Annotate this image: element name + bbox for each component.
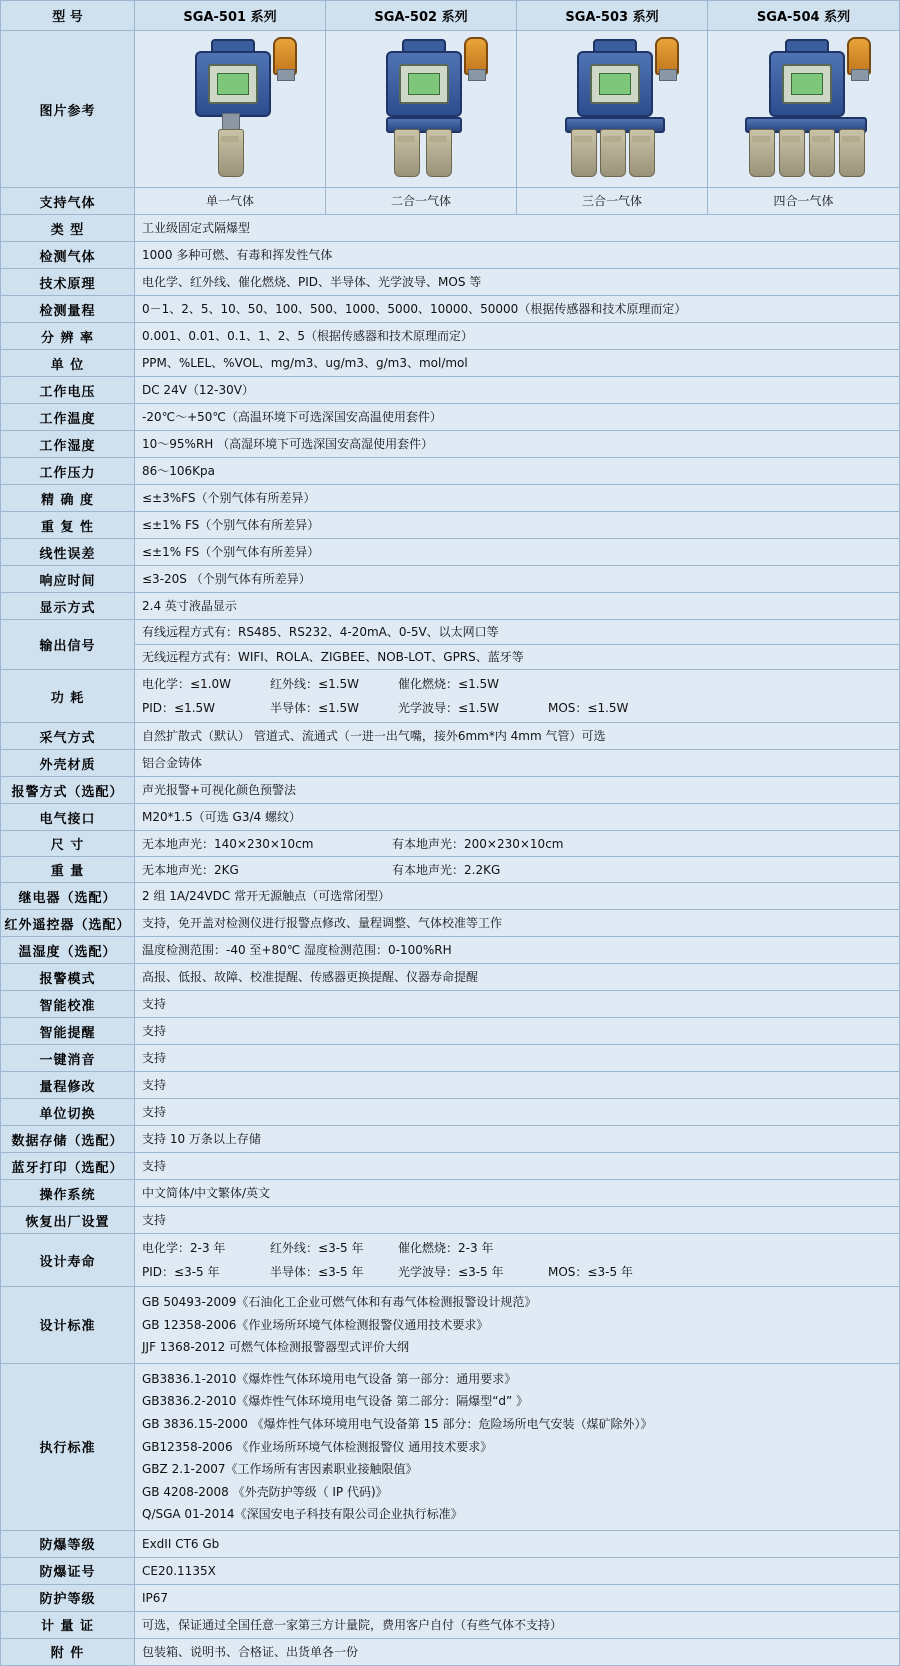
design-standard-item: GB 50493-2009《石油化工企业可燃气体和有毒气体检测报警设计规范》 (142, 1295, 537, 1309)
row-value-metrology-cert: 可选，保证通过全国任意一家第三方计量院，费用客户自付（有些气体不支持） (135, 1611, 900, 1638)
table-row (1, 1045, 900, 1072)
row-value-exec-standard (135, 1363, 900, 1530)
row-label-data-storage: 数据存储（选配） (1, 1126, 135, 1153)
gas-support-1: 单一气体 (135, 188, 326, 215)
device-graphic-4-sensor (729, 33, 879, 181)
row-label-weight: 重 量 (1, 857, 135, 883)
output-signal-row (1, 620, 900, 670)
row-value-temp-humidity: 温度检测范围：-40 至+80℃ 湿度检测范围：0-100%RH (135, 937, 900, 964)
product-image-3 (517, 31, 708, 188)
lifetime-val-pid: ≤3-5 年 (174, 1265, 220, 1279)
output-signal-wireless: 无线远程方式有：WIFI、ROLA、ZIGBEE、NOB-LOT、GPRS、蓝牙等 (135, 644, 899, 669)
table-row (1, 215, 900, 242)
lifetime-val-mos: ≤3-5 年 (587, 1265, 633, 1279)
lifetime-val-semiconductor: ≤3-5 年 (318, 1265, 364, 1279)
row-label-bluetooth-print: 蓝牙打印（选配） (1, 1153, 135, 1180)
row-value-electrical-interface: M20*1.5（可选 G3/4 螺纹） (135, 804, 900, 831)
row-value-response-time: ≤3-20S （个别气体有所差异） (135, 566, 900, 593)
table-row (1, 750, 900, 777)
table-row (1, 1153, 900, 1180)
row-value-sampling: 自然扩散式（默认） 管道式、流通式（一进一出气嘴，接外6mm*内 4mm 气管）可选 (135, 723, 900, 750)
exec-standard-item: GB3836.1-2010《爆炸性气体环境用电气设备 第一部分：通用要求》 (142, 1371, 517, 1386)
table-row (1, 1207, 900, 1234)
row-label-technology: 技术原理 (1, 269, 135, 296)
gas-support-4: 四合一气体 (708, 188, 900, 215)
row-value-one-key-mute: 支持 (135, 1045, 900, 1072)
device-graphic-2-sensor (346, 33, 496, 181)
power-val-mos: ≤1.5W (587, 701, 629, 715)
row-value-bluetooth-print: 支持 (135, 1153, 900, 1180)
row-label-range-modify: 量程修改 (1, 1072, 135, 1099)
row-label-exec-standard: 执行标准 (1, 1363, 135, 1530)
row-value-ex-certificate: CE20.1135X (135, 1557, 900, 1584)
power-val-semiconductor: ≤1.5W (318, 701, 360, 715)
lifetime-key-infrared: 红外线： (270, 1241, 319, 1255)
row-value-ir-remote: 支持，免开盖对检测仪进行报警点修改、量程调整、气体校准等工作 (135, 910, 900, 937)
row-value-repeatability: ≤±1% FS（个别气体有所差异） (135, 512, 900, 539)
power-val-electrochemical: ≤1.0W (190, 677, 232, 691)
row-value-range: 0－1、2、5、10、50、100、500、1000、5000、10000、50000（根据传感器和技术原理而定） (135, 296, 900, 323)
row-value-detect-gas: 1000 多种可燃、有毒和挥发性气体 (135, 242, 900, 269)
power-key-electrochemical: 电化学： (142, 677, 191, 691)
row-value-resolution: 0.001、0.01、0.1、1、2、5（根据传感器和技术原理而定） (135, 323, 900, 350)
table-row (1, 991, 900, 1018)
row-label-metrology-cert: 计 量 证 (1, 1611, 135, 1638)
table-row (1, 1557, 900, 1584)
row-label-unit: 单 位 (1, 350, 135, 377)
table-row (1, 937, 900, 964)
table-row (1, 1611, 900, 1638)
power-key-mos: MOS： (548, 701, 588, 715)
device-graphic-3-sensor (537, 33, 687, 181)
row-label-power: 功 耗 (1, 670, 135, 723)
row-label-range: 检测量程 (1, 296, 135, 323)
row-label-display: 显示方式 (1, 593, 135, 620)
row-value-unit-switch: 支持 (135, 1099, 900, 1126)
row-label-resolution: 分 辨 率 (1, 323, 135, 350)
row-label-operating-system: 操作系统 (1, 1180, 135, 1207)
exec-standard-item: Q/SGA 01-2014《深国安电子科技有限公司企业执行标准》 (142, 1507, 463, 1522)
row-label-ex-certificate: 防爆证号 (1, 1557, 135, 1584)
power-val-infrared: ≤1.5W (318, 677, 360, 691)
table-header-row (1, 1, 900, 31)
power-line-2 (135, 696, 899, 720)
lifetime-key-mos: MOS： (548, 1265, 588, 1279)
lifetime-key-semiconductor: 半导体： (270, 1265, 319, 1279)
power-key-infrared: 红外线： (270, 677, 319, 691)
exec-standard-item: GB 4208-2008 《外壳防护等级（ IP 代码)》 (142, 1484, 388, 1499)
exec-standard-row (1, 1363, 900, 1530)
weight-without-alarm: 无本地声光：2KG (142, 862, 239, 877)
row-value-display: 2.4 英寸液晶显示 (135, 593, 900, 620)
row-value-alarm-type: 声光报警+可视化颜色预警法 (135, 777, 900, 804)
design-standard-row (1, 1287, 900, 1364)
row-label-alarm-mode: 报警模式 (1, 964, 135, 991)
row-value-humidity: 10～95%RH （高湿环境下可选深国安高湿使用套件） (135, 431, 900, 458)
product-image-1 (135, 31, 326, 188)
table-row (1, 404, 900, 431)
row-label-gas-support: 支持气体 (1, 188, 135, 215)
row-value-alarm-mode: 高报、低报、故障、校准提醒、传感器更换提醒、仪器寿命提醒 (135, 964, 900, 991)
row-label-image-reference: 图片参考 (1, 31, 135, 188)
row-label-repeatability: 重 复 性 (1, 512, 135, 539)
exec-standard-item: GBZ 2.1-2007《工作场所有害因素职业接触限值》 (142, 1462, 418, 1477)
row-value-technology: 电化学、红外线、催化燃烧、PID、半导体、光学波导、MOS 等 (135, 269, 900, 296)
power-line-1 (135, 672, 899, 696)
table-row (1, 1099, 900, 1126)
table-row (1, 1530, 900, 1557)
row-value-linearity: ≤±1% FS（个别气体有所差异） (135, 539, 900, 566)
row-value-weight (135, 857, 900, 883)
row-label-unit-switch: 单位切换 (1, 1099, 135, 1126)
row-value-accessories: 包装箱、说明书、合格证、出货单各一份 (135, 1638, 900, 1665)
power-val-waveguide: ≤1.5W (458, 701, 500, 715)
lifetime-line-2 (135, 1260, 899, 1284)
row-value-voltage: DC 24V（12-30V） (135, 377, 900, 404)
power-row (1, 670, 900, 723)
lifetime-key-catalytic: 催化燃烧： (398, 1241, 459, 1255)
row-value-operating-system: 中文简体/中文繁体/英文 (135, 1180, 900, 1207)
table-row (1, 485, 900, 512)
table-row (1, 1126, 900, 1153)
gas-support-2: 二合一气体 (326, 188, 517, 215)
table-row (1, 242, 900, 269)
row-label-type: 类 型 (1, 215, 135, 242)
image-reference-row (1, 31, 900, 188)
size-row (1, 831, 900, 857)
header-model-3: SGA-503 系列 (517, 1, 708, 31)
row-label-housing: 外壳材质 (1, 750, 135, 777)
row-label-accuracy: 精 确 度 (1, 485, 135, 512)
row-label-electrical-interface: 电气接口 (1, 804, 135, 831)
exec-standard-item: GB12358-2006 《作业场所环境气体检测报警仪 通用技术要求》 (142, 1439, 493, 1454)
header-model-1: SGA-501 系列 (135, 1, 326, 31)
row-label-linearity: 线性误差 (1, 539, 135, 566)
row-label-detect-gas: 检测气体 (1, 242, 135, 269)
lifetime-val-waveguide: ≤3-5 年 (458, 1265, 504, 1279)
lifetime-key-waveguide: 光学波导： (398, 1265, 459, 1279)
header-label-model: 型 号 (1, 1, 135, 31)
row-label-smart-reminder: 智能提醒 (1, 1018, 135, 1045)
row-label-voltage: 工作电压 (1, 377, 135, 404)
row-value-output-signal (135, 620, 900, 670)
lifetime-val-electrochemical: 2-3 年 (190, 1241, 226, 1255)
row-value-lifetime (135, 1234, 900, 1287)
lifetime-key-electrochemical: 电化学： (142, 1241, 191, 1255)
table-row (1, 350, 900, 377)
row-label-response-time: 响应时间 (1, 566, 135, 593)
table-row (1, 1180, 900, 1207)
table-row (1, 1584, 900, 1611)
table-row (1, 377, 900, 404)
row-label-temp-humidity: 温湿度（选配） (1, 937, 135, 964)
row-label-humidity: 工作湿度 (1, 431, 135, 458)
row-value-housing: 铝合金铸体 (135, 750, 900, 777)
table-row (1, 431, 900, 458)
product-image-2 (326, 31, 517, 188)
row-value-ex-grade: ExdII CT6 Gb (135, 1530, 900, 1557)
table-row (1, 323, 900, 350)
row-value-data-storage: 支持 10 万条以上存储 (135, 1126, 900, 1153)
power-key-pid: PID： (142, 701, 175, 715)
lifetime-row (1, 1234, 900, 1287)
row-value-pressure: 86～106Kpa (135, 458, 900, 485)
exec-standard-item: GB 3836.15-2000 《爆炸性气体环境用电气设备第 15 部分：危险场所电气安装（煤矿除外）》 (142, 1416, 653, 1431)
row-label-design-standard: 设计标准 (1, 1287, 135, 1364)
row-label-sampling: 采气方式 (1, 723, 135, 750)
row-value-power (135, 670, 900, 723)
weight-row (1, 857, 900, 883)
row-value-type: 工业级固定式隔爆型 (135, 215, 900, 242)
row-label-pressure: 工作压力 (1, 458, 135, 485)
row-label-lifetime: 设计寿命 (1, 1234, 135, 1287)
row-value-relay: 2 组 1A/24VDC 常开无源触点（可选常闭型） (135, 883, 900, 910)
table-row (1, 566, 900, 593)
row-value-factory-reset: 支持 (135, 1207, 900, 1234)
table-row (1, 964, 900, 991)
table-row (1, 804, 900, 831)
row-value-smart-calibration: 支持 (135, 991, 900, 1018)
row-label-factory-reset: 恢复出厂设置 (1, 1207, 135, 1234)
table-row (1, 910, 900, 937)
row-value-smart-reminder: 支持 (135, 1018, 900, 1045)
row-value-range-modify: 支持 (135, 1072, 900, 1099)
output-signal-wired: 有线远程方式有：RS485、RS232、4-20mA、0-5V、以太网口等 (142, 625, 499, 639)
table-row (1, 723, 900, 750)
gas-support-3: 三合一气体 (517, 188, 708, 215)
power-val-catalytic: ≤1.5W (458, 677, 500, 691)
table-row (1, 458, 900, 485)
lifetime-val-infrared: ≤3-5 年 (318, 1241, 364, 1255)
row-value-temperature: -20℃～+50℃（高温环境下可选深国安高温使用套件） (135, 404, 900, 431)
lifetime-val-catalytic: 2-3 年 (458, 1241, 494, 1255)
gas-support-row (1, 188, 900, 215)
row-label-smart-calibration: 智能校准 (1, 991, 135, 1018)
row-label-ex-grade: 防爆等级 (1, 1530, 135, 1557)
table-row (1, 883, 900, 910)
table-row (1, 269, 900, 296)
design-standard-item: JJF 1368-2012 可燃气体检测报警器型式评价大纲 (142, 1340, 410, 1355)
row-label-accessories: 附 件 (1, 1638, 135, 1665)
row-label-ip-grade: 防护等级 (1, 1584, 135, 1611)
row-label-one-key-mute: 一键消音 (1, 1045, 135, 1072)
row-value-design-standard (135, 1287, 900, 1364)
row-value-accuracy: ≤±3%FS（个别气体有所差异） (135, 485, 900, 512)
size-with-alarm: 有本地声光：200×230×10cm (392, 836, 564, 851)
row-value-unit: PPM、%LEL、%VOL、mg/m3、ug/m3、g/m3、mol/mol (135, 350, 900, 377)
row-label-temperature: 工作温度 (1, 404, 135, 431)
power-val-pid: ≤1.5W (174, 701, 216, 715)
row-value-size (135, 831, 900, 857)
row-label-output-signal: 输出信号 (1, 620, 135, 670)
lifetime-key-pid: PID： (142, 1265, 175, 1279)
exec-standard-item: GB3836.2-2010《爆炸性气体环境用电气设备 第二部分：隔爆型“d” 》 (142, 1394, 529, 1409)
power-key-catalytic: 催化燃烧： (398, 677, 459, 691)
table-row (1, 512, 900, 539)
size-without-alarm: 无本地声光：140×230×10cm (142, 836, 314, 851)
table-row (1, 777, 900, 804)
row-label-relay: 继电器（选配） (1, 883, 135, 910)
row-label-size: 尺 寸 (1, 831, 135, 857)
header-model-2: SGA-502 系列 (326, 1, 517, 31)
table-row (1, 1072, 900, 1099)
weight-with-alarm: 有本地声光：2.2KG (392, 862, 501, 877)
row-label-ir-remote: 红外遥控器（选配） (1, 910, 135, 937)
table-row (1, 539, 900, 566)
lifetime-line-1 (135, 1236, 899, 1260)
table-row (1, 1018, 900, 1045)
device-graphic-1-sensor (155, 33, 305, 181)
row-label-alarm-type: 报警方式（选配） (1, 777, 135, 804)
table-row (1, 296, 900, 323)
power-key-waveguide: 光学波导： (398, 701, 459, 715)
row-value-ip-grade: IP67 (135, 1584, 900, 1611)
product-image-4 (708, 31, 900, 188)
power-key-semiconductor: 半导体： (270, 701, 319, 715)
table-row (1, 593, 900, 620)
table-row (1, 1638, 900, 1665)
design-standard-item: GB 12358-2006《作业场所环境气体检测报警仪通用技术要求》 (142, 1317, 489, 1332)
header-model-4: SGA-504 系列 (708, 1, 900, 31)
